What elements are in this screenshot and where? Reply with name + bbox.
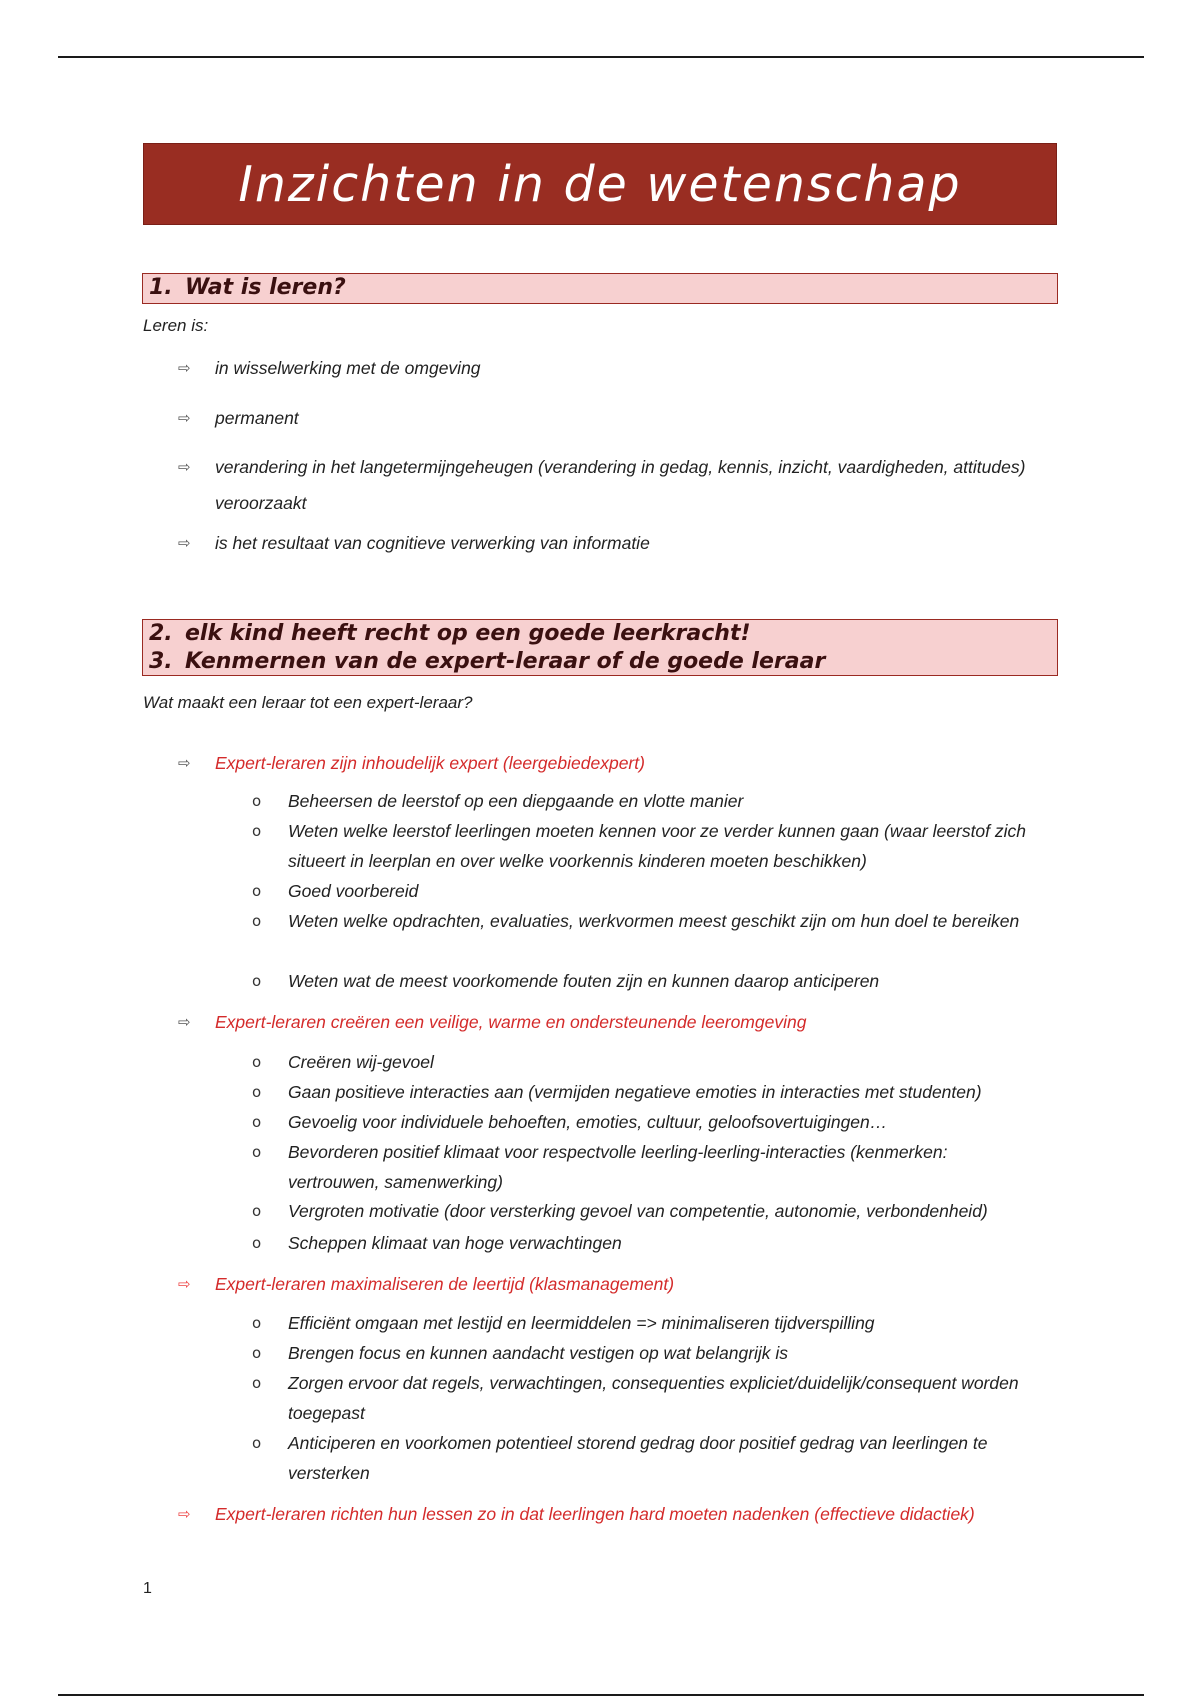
list-item: o Weten welke opdrachten, evaluaties, werkvormen meest geschikt zijn om hun doel te bereiken (252, 906, 1042, 936)
bullet-icon: o (252, 972, 262, 990)
list-item: o Goed voorbereid (252, 876, 1042, 906)
bullet-icon: o (252, 1314, 262, 1332)
bullet-icon: o (252, 822, 262, 840)
bullet-icon: o (252, 1053, 262, 1071)
bullet-icon: o (252, 912, 262, 930)
section-2-3-heading (142, 619, 1058, 676)
bullet-icon: o (252, 1202, 262, 1220)
list-item: o Scheppen klimaat van hoge verwachtingen (252, 1228, 1042, 1258)
bullet-icon: o (252, 1344, 262, 1362)
list-item: o Weten wat de meest voorkomende fouten zijn en kunnen daarop anticiperen (252, 966, 1042, 996)
section-2-3-question: Wat maakt een leraar tot een expert-leraar? (143, 693, 473, 712)
list-item: ⇨ verandering in het langetermijngeheugen (verandering in gedag, kennis, inzicht, vaardigheden, attitudes) veroorzaakt (178, 449, 1048, 521)
section-1-number: 1. (149, 275, 173, 300)
expert-group-title: ⇨ Expert-leraren creëren een veilige, warme en ondersteunende leeromgeving (178, 1004, 1048, 1040)
arrow-icon: ⇨ (178, 359, 191, 377)
bullet-icon: o (252, 1083, 262, 1101)
arrow-icon: ⇨ (178, 534, 191, 552)
bullet-icon: o (252, 1234, 262, 1252)
bullet-icon: o (252, 1113, 262, 1131)
list-item: o Creëren wij-gevoel (252, 1047, 1042, 1077)
bullet-icon: o (252, 792, 262, 810)
arrow-icon: ⇨ (178, 1505, 191, 1523)
bullet-icon: o (252, 1143, 262, 1161)
section-1-intro: Leren is: (143, 316, 209, 335)
list-item: o Beheersen de leerstof op een diepgaande en vlotte manier (252, 786, 1042, 816)
list-item: ⇨ is het resultaat van cognitieve verwerking van informatie (178, 525, 1048, 561)
section-1-title: Wat is leren? (185, 275, 346, 300)
section-1-heading (142, 273, 1058, 304)
page-number: 1 (143, 1580, 152, 1597)
expert-group-title: ⇨ Expert-leraren richten hun lessen zo in dat leerlingen hard moeten nadenken (effectieve didactiek) (178, 1496, 1048, 1532)
arrow-icon: ⇨ (178, 754, 191, 772)
section-3-number: 3. (149, 649, 173, 674)
section-2-title: elk kind heeft recht op een goede leerkracht! (185, 621, 751, 646)
arrow-icon: ⇨ (178, 458, 191, 476)
list-item: ⇨ in wisselwerking met de omgeving (178, 350, 1048, 386)
list-item: o Brengen focus en kunnen aandacht vestigen op wat belangrijk is (252, 1338, 1042, 1368)
section-2-number: 2. (149, 621, 173, 646)
list-item: o Gevoelig voor individuele behoeften, emoties, cultuur, geloofsovertuigingen… (252, 1107, 1042, 1137)
expert-group-title: ⇨ Expert-leraren zijn inhoudelijk expert (leergebiedexpert) (178, 745, 1048, 781)
list-item: o Zorgen ervoor dat regels, verwachtingen, consequenties expliciet/duidelijk/consequent worden toegepast (252, 1368, 1042, 1428)
list-item: o Bevorderen positief klimaat voor respectvolle leerling-leerling-interacties (kenmerken: vertrouwen, samenwerking) (252, 1137, 1042, 1197)
footer-rule (58, 1694, 1144, 1696)
bullet-icon: o (252, 1374, 262, 1392)
section-3-title: Kenmernen van de expert-leraar of de goede leraar (185, 649, 826, 674)
list-item: ⇨ permanent (178, 400, 1048, 436)
expert-group-title: ⇨ Expert-leraren maximaliseren de leertijd (klasmanagement) (178, 1266, 1048, 1302)
list-item: o Efficiënt omgaan met lestijd en leermiddelen => minimaliseren tijdverspilling (252, 1308, 1042, 1338)
list-item: o Weten welke leerstof leerlingen moeten kennen voor ze verder kunnen gaan (waar leerstof zich situeert in leerplan en over welke voorkennis kinderen moeten beschikken) (252, 816, 1042, 876)
document-title: Inzichten in de wetenschap (238, 155, 962, 213)
title-banner (143, 143, 1057, 225)
arrow-icon: ⇨ (178, 1275, 191, 1293)
bullet-icon: o (252, 882, 262, 900)
arrow-icon: ⇨ (178, 409, 191, 427)
list-item: o Vergroten motivatie (door versterking gevoel van competentie, autonomie, verbondenheid) (252, 1196, 1042, 1226)
arrow-icon: ⇨ (178, 1013, 191, 1031)
bullet-icon: o (252, 1434, 262, 1452)
list-item: o Anticiperen en voorkomen potentieel storend gedrag door positief gedrag van leerlingen te versterken (252, 1428, 1042, 1488)
list-item: o Gaan positieve interacties aan (vermijden negatieve emoties in interacties met studenten) (252, 1077, 1042, 1107)
header-rule (58, 56, 1144, 58)
